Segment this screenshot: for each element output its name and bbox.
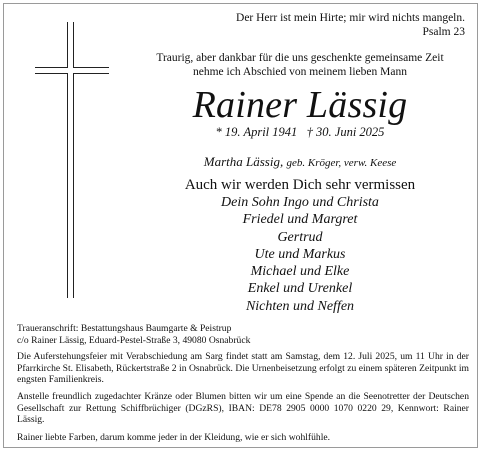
miss-line: Auch wir werden Dich sehr vermissen	[184, 177, 416, 193]
deceased-name: Rainer Lässig	[192, 84, 408, 126]
relative-entry: Dein Sohn Ingo und Christa	[221, 195, 379, 210]
intro-line: nehme ich Abschied von meinem lieben Mann	[193, 66, 407, 78]
service-paragraph: Die Auferstehungsfeier mit Verabschiedung am Sarg findet statt am Samstag, dem 12. Juli 2025, um 11 Uhr in der Pfarrkirche St. Elisabeth, Rückertstraße 2 in Osnabrück. Die Urnenbeisetzung erfolgt zu einem späteren Zeitpunkt im engsten Familienkreis.	[17, 351, 469, 386]
address-line: Traueranschrift: Bestattungshaus Baumgarte & Peistrup	[17, 323, 232, 334]
intro-line: Traurig, aber dankbar für die uns geschenkte gemeinsame Zeit	[156, 52, 444, 64]
widow-name: Martha Lässig,	[203, 154, 284, 169]
cross-icon	[67, 22, 74, 298]
birth-date: * 19. April 1941	[215, 125, 298, 139]
relative-entry: Enkel und Urenkel	[247, 281, 353, 297]
psalm-reference: Psalm 23	[422, 26, 465, 38]
donation-paragraph: Anstelle freundlich zugedachter Kränze oder Blumen bitten wir um eine Spende an die Seenotretter der Deutschen Gesellschaft zur Rettung Schiffbrüchiger (DGzRS), IBAN: DE78 2905 0000 1070 0220 29, Kennwort: Rainer Lässig.	[17, 391, 469, 426]
relative-entry: Nichten und Neffen	[245, 298, 355, 314]
psalm-quote	[236, 11, 465, 39]
address-line: c/o Rainer Lässig, Eduard-Pestel-Straße 3, 49080 Osnabrück	[17, 334, 251, 346]
intro-text	[120, 51, 480, 79]
relatives-list	[120, 194, 480, 315]
relative-entry: Ute und Markus	[254, 246, 346, 262]
relative-entry: Friedel und Margret	[242, 212, 358, 228]
death-date: † 30. Juni 2025	[306, 125, 385, 139]
relative-entry: Gertrud	[277, 229, 323, 245]
relative-entry: Michael und Elke	[250, 264, 350, 280]
widow-maiden-name: geb. Kröger, verw. Keese	[286, 157, 397, 169]
mourning-address	[17, 323, 469, 346]
widow-line	[120, 154, 480, 171]
clothing-paragraph: Rainer liebte Farben, darum komme jeder in der Kleidung, wie er sich wohlfühle.	[17, 432, 331, 443]
psalm-text: Der Herr ist mein Hirte; mir wird nichts mangeln.	[236, 12, 465, 24]
life-dates	[120, 124, 480, 140]
